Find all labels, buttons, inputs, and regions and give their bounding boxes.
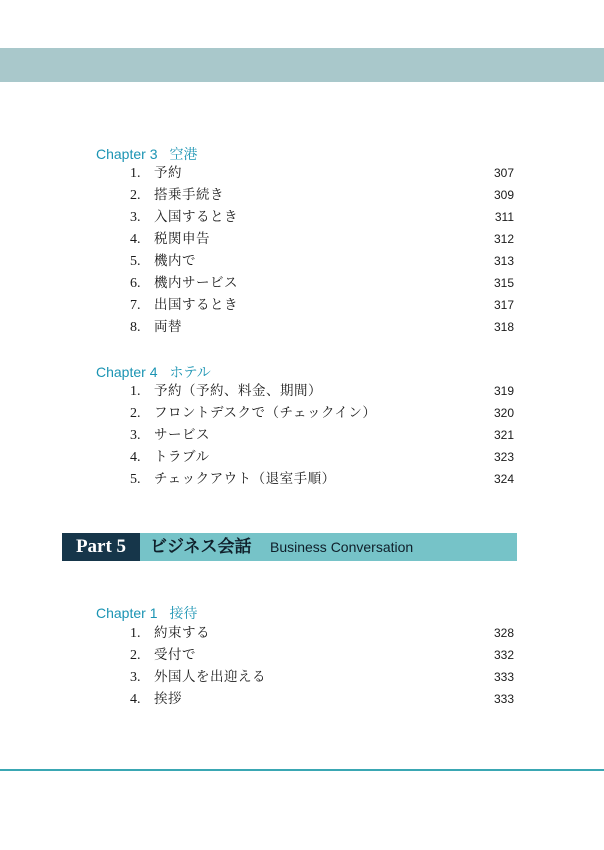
chapter-label: Chapter 4 bbox=[96, 364, 158, 380]
toc-entry[interactable] bbox=[130, 250, 516, 272]
entry-number: 3. bbox=[130, 210, 141, 225]
entry-title: 出国するとき bbox=[154, 297, 238, 313]
part-title-english: Business Conversation bbox=[270, 539, 414, 555]
entry-page: 328 bbox=[493, 626, 514, 640]
footer-divider bbox=[0, 769, 604, 771]
entry-title: 税関申告 bbox=[154, 231, 210, 247]
entry-number: 4. bbox=[130, 450, 141, 465]
part-title-japanese: ビジネス会話 bbox=[150, 537, 252, 557]
entry-title: チェックアウト（退室手順） bbox=[154, 471, 336, 487]
toc-entry[interactable] bbox=[130, 184, 516, 206]
toc-entry[interactable] bbox=[130, 162, 516, 184]
toc-entry[interactable] bbox=[130, 272, 516, 294]
entry-number: 7. bbox=[130, 298, 141, 313]
chapter-heading-4[interactable] bbox=[96, 362, 211, 382]
toc-entry[interactable] bbox=[130, 666, 516, 688]
entry-title: 挨拶 bbox=[154, 691, 182, 707]
toc-entry[interactable] bbox=[130, 468, 516, 490]
toc-entry[interactable] bbox=[130, 380, 516, 402]
entry-title: 機内サービス bbox=[154, 275, 238, 291]
entry-title: 予約 bbox=[154, 165, 182, 181]
toc-entry[interactable] bbox=[130, 424, 516, 446]
entry-title: サービス bbox=[154, 427, 210, 443]
entry-number: 3. bbox=[130, 428, 141, 443]
entry-page: 315 bbox=[493, 276, 514, 290]
chapter-title: ホテル bbox=[169, 365, 211, 381]
entry-number: 6. bbox=[130, 276, 141, 291]
toc-list-chapter-4 bbox=[130, 380, 516, 490]
entry-title: 約束する bbox=[154, 625, 210, 641]
entry-number: 3. bbox=[130, 670, 141, 685]
chapter-heading-3[interactable] bbox=[96, 144, 197, 164]
chapter-label: Chapter 1 bbox=[96, 605, 158, 621]
entry-number: 1. bbox=[130, 166, 141, 181]
entry-page: 319 bbox=[493, 384, 514, 398]
toc-entry[interactable] bbox=[130, 688, 516, 710]
entry-title: フロントデスクで（チェックイン） bbox=[154, 405, 377, 421]
entry-title: 入国するとき bbox=[154, 209, 238, 225]
entry-page: 333 bbox=[493, 692, 514, 706]
entry-title: 搭乗手続き bbox=[154, 187, 224, 203]
entry-number: 2. bbox=[130, 648, 141, 663]
entry-number: 5. bbox=[130, 472, 141, 487]
entry-page: 313 bbox=[493, 254, 514, 268]
entry-number: 2. bbox=[130, 188, 141, 203]
entry-number: 8. bbox=[130, 320, 141, 335]
header-band bbox=[0, 48, 604, 82]
entry-page: 332 bbox=[493, 648, 514, 662]
entry-page: 317 bbox=[493, 298, 514, 312]
entry-title: 受付で bbox=[154, 647, 196, 663]
chapter-title: 接待 bbox=[169, 606, 198, 622]
chapter-title: 空港 bbox=[169, 147, 198, 163]
entry-title: 予約（予約、料金、期間） bbox=[154, 383, 322, 399]
toc-entry[interactable] bbox=[130, 402, 516, 424]
entry-title: 機内で bbox=[154, 253, 196, 269]
entry-page: 318 bbox=[493, 320, 514, 334]
entry-title: 外国人を出迎える bbox=[154, 669, 266, 685]
entry-page: 321 bbox=[493, 428, 514, 442]
entry-page: 333 bbox=[493, 670, 514, 684]
toc-entry[interactable] bbox=[130, 316, 516, 338]
entry-title: トラブル bbox=[154, 449, 210, 465]
entry-page: 324 bbox=[493, 472, 514, 486]
entry-number: 2. bbox=[130, 406, 141, 421]
entry-page: 309 bbox=[493, 188, 514, 202]
toc-list-part5-chapter-1 bbox=[130, 622, 516, 710]
entry-number: 4. bbox=[130, 232, 141, 247]
toc-entry[interactable] bbox=[130, 446, 516, 468]
entry-title: 両替 bbox=[154, 319, 182, 335]
entry-number: 1. bbox=[130, 384, 141, 399]
entry-page: 323 bbox=[493, 450, 514, 464]
chapter-heading-1[interactable] bbox=[96, 603, 197, 623]
entry-number: 1. bbox=[130, 626, 141, 641]
toc-entry[interactable] bbox=[130, 294, 516, 316]
part-banner[interactable] bbox=[62, 533, 517, 561]
toc-entry[interactable] bbox=[130, 228, 516, 250]
chapter-label: Chapter 3 bbox=[96, 146, 158, 162]
entry-page: 320 bbox=[493, 406, 514, 420]
toc-entry[interactable] bbox=[130, 644, 516, 666]
entry-page: 311 bbox=[494, 210, 514, 224]
toc-entry[interactable] bbox=[130, 622, 516, 644]
entry-page: 307 bbox=[493, 166, 514, 180]
entry-page: 312 bbox=[493, 232, 514, 246]
entry-number: 5. bbox=[130, 254, 141, 269]
toc-list-chapter-3 bbox=[130, 162, 516, 338]
toc-entry[interactable] bbox=[130, 206, 516, 228]
part-label: Part 5 bbox=[62, 533, 140, 561]
entry-number: 4. bbox=[130, 692, 141, 707]
